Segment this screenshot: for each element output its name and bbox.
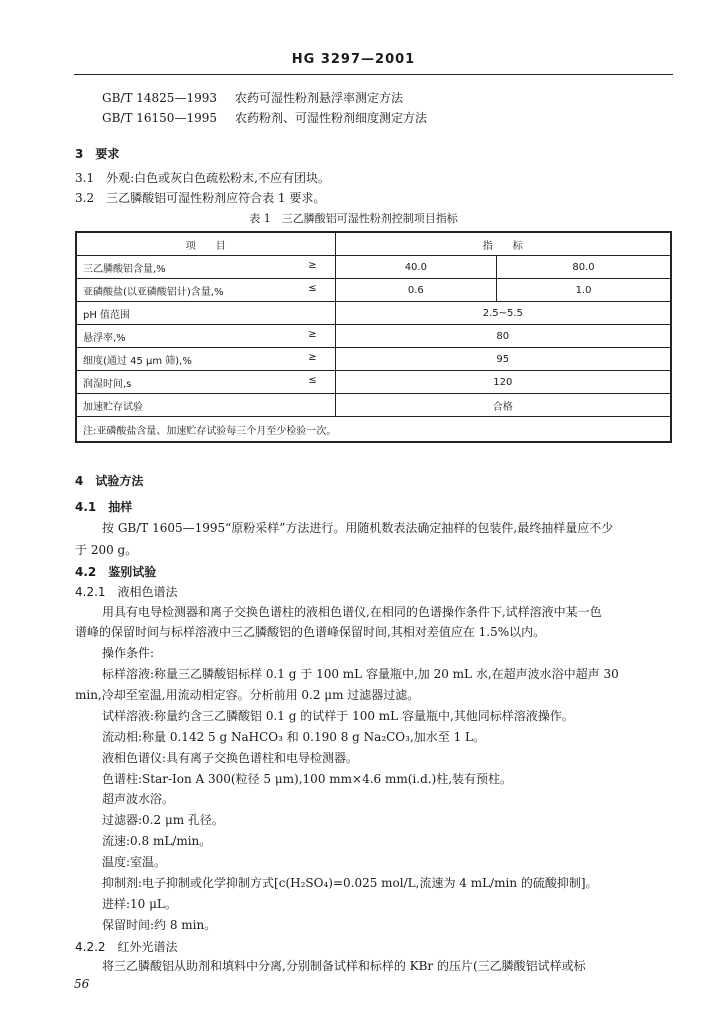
reference-2 (102, 110, 427, 126)
suppressor: 抑制剂:电子抑制或化学抑制方式[c(H₂SO₄)=0.025 mol/L,流速为 4 mL/min 的硫酸抑制]。 (102, 876, 598, 890)
row-operator: ≥ (308, 329, 317, 340)
table-note: 注:亚磷酸盐含量、加速贮存试验每三个月至少检验一次。 (76, 417, 671, 443)
row-operator: ≥ (308, 260, 317, 271)
row-value-1: 0.6 (335, 279, 496, 302)
section-4-2-heading: 4.2 鉴别试验 (75, 565, 157, 579)
row-value: 95 (335, 348, 671, 371)
row-item: 润湿时间,s (83, 378, 132, 390)
section-4-2-2-line-1: 将三乙膦酸铝从助剂和填料中分离,分别制备试样和标样的 KBr 的压片(三乙膦酸铝试样或标 (102, 959, 586, 973)
reference-1-title: 农药可湿性粉剂悬浮率测定方法 (234, 91, 403, 105)
table-row (76, 302, 671, 325)
row-item: 加速贮存试验 (83, 401, 143, 413)
row-value-2: 80.0 (497, 256, 671, 279)
row-item: 亚磷酸盐(以亚磷酸铝计)含量,% (83, 286, 224, 298)
instrument: 液相色谱仪:具有离子交换色谱柱和电导检测器。 (102, 751, 359, 765)
section-3-2: 3.2 三乙膦酸铝可湿性粉剂应符合表 1 要求。 (75, 191, 326, 205)
row-value-2: 1.0 (497, 279, 671, 302)
injection-volume: 进样:10 μL。 (102, 897, 177, 911)
table-row (76, 325, 671, 348)
header-index: 指 标 (335, 232, 671, 256)
page-number: 56 (74, 977, 90, 991)
section-4-1-heading: 4.1 抽样 (75, 500, 133, 514)
table-caption: 表 1 三乙膦酸铝可湿性粉剂控制项目指标 (249, 212, 458, 225)
row-item: 三乙膦酸铝含量,% (83, 263, 166, 275)
section-4-2-2-heading: 4.2.2 红外光谱法 (75, 940, 178, 954)
row-value: 120 (335, 371, 671, 394)
row-item: 悬浮率,% (83, 332, 126, 344)
section-4-2-1-line-1: 用具有电导检测器和离子交换色谱柱的液相色谱仪,在相同的色谱操作条件下,试样溶液中某一色 (102, 605, 602, 619)
row-operator: ≤ (308, 283, 317, 294)
row-value-1: 40.0 (335, 256, 496, 279)
section-4-1-line-1: 按 GB/T 1605—1995“原粉采样”方法进行。用随机数表法确定抽样的包装件,最终抽样量应不少 (102, 521, 614, 535)
flow-rate: 流速:0.8 mL/min。 (102, 834, 212, 848)
table-note-row (76, 417, 671, 443)
header-code: HG 3297—2001 (291, 52, 416, 67)
reference-2-title: 农药粉剂、可湿性粉剂细度测定方法 (234, 111, 427, 125)
row-item: 细度(通过 45 μm 筛),% (83, 355, 192, 367)
row-operator: ≤ (308, 375, 317, 386)
section-4-1-line-2: 于 200 g。 (75, 543, 138, 557)
ultrasonic-bath: 超声波水浴。 (102, 792, 175, 806)
row-value: 2.5~5.5 (335, 302, 671, 325)
standard-solution-line-1: 标样溶液:称量三乙膦酸铝标样 0.1 g 于 100 mL 容量瓶中,加 20 mL 水,在超声波水浴中超声 30 (102, 667, 619, 681)
table-row (76, 348, 671, 371)
row-value: 80 (335, 325, 671, 348)
sample-solution: 试样溶液:称量约含三乙膦酸铝 0.1 g 的试样于 100 mL 容量瓶中,其他同标样溶液操作。 (102, 709, 574, 723)
header-item: 项 目 (76, 232, 335, 256)
section-4-2-1-line-2: 谱峰的保留时间与标样溶液中三乙膦酸铝的色谱峰保留时间,其相对差值应在 1.5%以内。 (75, 625, 546, 639)
section-4-2-1-heading: 4.2.1 液相色谱法 (75, 585, 178, 599)
table-row (76, 394, 671, 417)
standard-solution-line-2: min,冷却至室温,用流动相定容。分析前用 0.2 μm 过滤器过滤。 (75, 688, 420, 702)
table-header-row (76, 232, 671, 256)
reference-1 (102, 90, 403, 106)
table-row (76, 256, 671, 279)
spec-table (75, 231, 672, 443)
section-4-heading: 4 试验方法 (75, 474, 144, 488)
temperature: 温度:室温。 (102, 855, 167, 869)
filter: 过滤器:0.2 μm 孔径。 (102, 813, 224, 827)
section-3-1: 3.1 外观:白色或灰白色疏松粉末,不应有团块。 (75, 171, 330, 185)
reference-1-code: GB/T 14825—1993 (102, 91, 217, 105)
row-value: 合格 (335, 394, 671, 417)
column: 色谱柱:Star-Ion A 300(粒径 5 μm),100 mm×4.6 mm(i.d.)柱,装有预柱。 (102, 772, 513, 786)
table-row (76, 279, 671, 302)
reference-2-code: GB/T 16150—1995 (102, 111, 217, 125)
header-rule (74, 74, 673, 75)
section-3-heading: 3 要求 (75, 147, 120, 161)
table-row (76, 371, 671, 394)
row-item: pH 值范围 (83, 309, 131, 321)
row-operator: ≥ (308, 352, 317, 363)
retention-time: 保留时间:约 8 min。 (102, 918, 217, 932)
conditions-label: 操作条件: (102, 646, 155, 660)
mobile-phase: 流动相:称量 0.142 5 g NaHCO₃ 和 0.190 8 g Na₂CO₃,加水至 1 L。 (102, 730, 486, 744)
